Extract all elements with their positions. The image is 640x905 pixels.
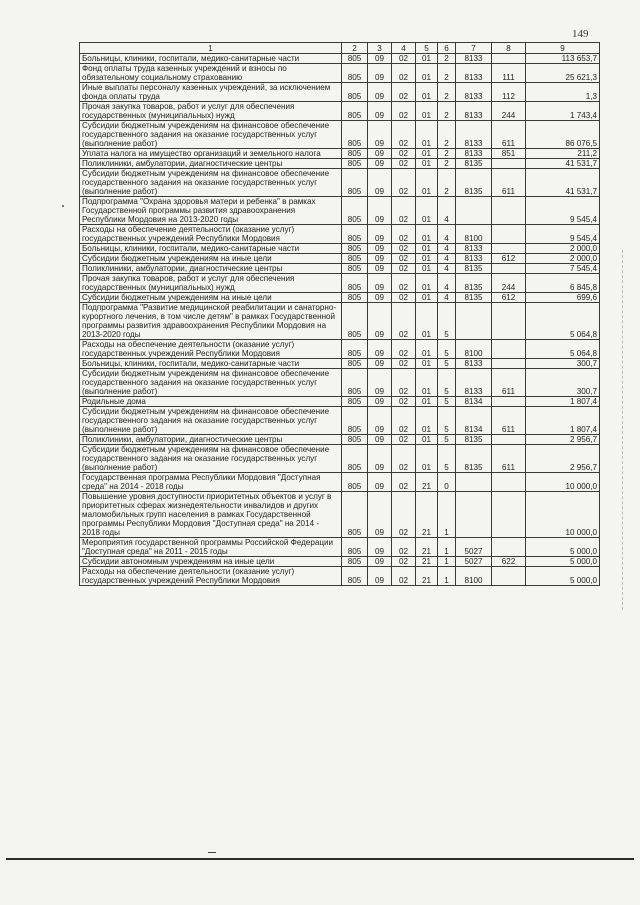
expense-item-code (456, 197, 492, 225)
subprogram-code: 2 (438, 54, 456, 64)
subsection-code: 02 (392, 445, 416, 473)
expense-item-code (456, 473, 492, 492)
column-header-6: 6 (438, 43, 456, 54)
section-code: 09 (368, 274, 392, 293)
section-code: 09 (368, 567, 392, 586)
table-row (80, 293, 600, 303)
row-name: Подпрограмма "Развитие медицинской реабилитации и санаторно-курортного лечения, в том числе детям" в рамках Государственной программы развития здравоохранения Республики Мордовия на 2013-2020 годы (80, 303, 342, 340)
column-header-3: 3 (368, 43, 392, 54)
ministry-code: 805 (342, 83, 368, 102)
subprogram-code: 1 (438, 492, 456, 538)
row-name: Фонд оплаты труда казенных учреждений и взносы по обязательному социальному страхованию (80, 64, 342, 83)
subsection-code: 02 (392, 102, 416, 121)
subsection-code: 02 (392, 169, 416, 197)
ministry-code: 805 (342, 149, 368, 159)
table-row (80, 64, 600, 83)
expense-item-code: 8135 (456, 435, 492, 445)
row-amount: 5 064,8 (526, 303, 600, 340)
section-code: 09 (368, 197, 392, 225)
ministry-code: 805 (342, 359, 368, 369)
row-amount: 7 545,4 (526, 264, 600, 274)
table-row (80, 197, 600, 225)
ministry-code: 805 (342, 254, 368, 264)
expense-item-code: 8134 (456, 397, 492, 407)
subprogram-code: 2 (438, 102, 456, 121)
section-code: 09 (368, 54, 392, 64)
table-body (80, 54, 600, 586)
table-row (80, 340, 600, 359)
row-name: Расходы на обеспечение деятельности (оказание услуг) государственных учреждений Республики Мордовия (80, 225, 342, 244)
expense-item-code: 8133 (456, 244, 492, 254)
expense-item-code: 8133 (456, 359, 492, 369)
section-code: 09 (368, 445, 392, 473)
subsection-code: 02 (392, 359, 416, 369)
table-row (80, 557, 600, 567)
expense-item-code: 5027 (456, 538, 492, 557)
table-row (80, 445, 600, 473)
row-amount: 113 653,7 (526, 54, 600, 64)
subsection-code: 02 (392, 435, 416, 445)
row-amount: 1 807,4 (526, 407, 600, 435)
expense-type-code: 611 (492, 369, 526, 397)
row-amount: 9 545,4 (526, 225, 600, 244)
ministry-code: 805 (342, 102, 368, 121)
table-row (80, 159, 600, 169)
ministry-code: 805 (342, 445, 368, 473)
program-code: 01 (416, 169, 438, 197)
expense-type-code (492, 54, 526, 64)
section-code: 09 (368, 244, 392, 254)
program-code: 01 (416, 293, 438, 303)
table-row (80, 169, 600, 197)
expense-type-code: 851 (492, 149, 526, 159)
row-amount: 2 956,7 (526, 435, 600, 445)
expense-type-code (492, 538, 526, 557)
ministry-code: 805 (342, 407, 368, 435)
row-amount: 41 531,7 (526, 169, 600, 197)
section-code: 09 (368, 264, 392, 274)
table-row (80, 225, 600, 244)
row-amount: 2 000,0 (526, 244, 600, 254)
table-row (80, 473, 600, 492)
ministry-code: 805 (342, 557, 368, 567)
expense-item-code: 8100 (456, 225, 492, 244)
table-row (80, 407, 600, 435)
section-code: 09 (368, 83, 392, 102)
table-row (80, 149, 600, 159)
subprogram-code: 1 (438, 567, 456, 586)
table-row (80, 492, 600, 538)
column-header-9: 9 (526, 43, 600, 54)
header-row (80, 43, 600, 54)
row-amount: 300,7 (526, 359, 600, 369)
row-name: Субсидии бюджетным учреждениям на финансовое обеспечение государственного задания на оказание государственных услуг (выполнение работ) (80, 445, 342, 473)
section-code: 09 (368, 492, 392, 538)
program-code: 21 (416, 557, 438, 567)
row-amount: 5 000,0 (526, 557, 600, 567)
expense-type-code (492, 359, 526, 369)
ministry-code: 805 (342, 244, 368, 254)
row-amount: 5 064,8 (526, 340, 600, 359)
subprogram-code: 4 (438, 244, 456, 254)
program-code: 01 (416, 197, 438, 225)
expense-item-code: 8135 (456, 293, 492, 303)
section-code: 09 (368, 293, 392, 303)
ministry-code: 805 (342, 538, 368, 557)
row-amount: 211,2 (526, 149, 600, 159)
expense-item-code: 8100 (456, 340, 492, 359)
expense-item-code: 8135 (456, 264, 492, 274)
ministry-code: 805 (342, 435, 368, 445)
table-row (80, 397, 600, 407)
subprogram-code: 4 (438, 225, 456, 244)
row-name: Государственная программа Республики Мордовия "Доступная среда" на 2014 - 2018 годы (80, 473, 342, 492)
row-name: Больницы, клиники, госпитали, медико-санитарные части (80, 244, 342, 254)
subprogram-code: 4 (438, 264, 456, 274)
expense-type-code: 112 (492, 83, 526, 102)
subsection-code: 02 (392, 225, 416, 244)
row-amount: 5 000,0 (526, 567, 600, 586)
section-code: 09 (368, 102, 392, 121)
row-name: Больницы, клиники, госпитали, медико-санитарные части (80, 54, 342, 64)
ministry-code: 805 (342, 567, 368, 586)
row-name: Поликлиники, амбулатории, диагностические центры (80, 264, 342, 274)
table-row (80, 274, 600, 293)
row-name: Больницы, клиники, госпитали, медико-санитарные части (80, 359, 342, 369)
table-row (80, 369, 600, 397)
subprogram-code: 5 (438, 445, 456, 473)
section-code: 09 (368, 303, 392, 340)
subsection-code: 02 (392, 54, 416, 64)
subprogram-code: 5 (438, 435, 456, 445)
program-code: 01 (416, 264, 438, 274)
subprogram-code: 2 (438, 149, 456, 159)
expense-item-code: 8133 (456, 149, 492, 159)
section-code: 09 (368, 340, 392, 359)
row-amount: 1,3 (526, 83, 600, 102)
program-code: 01 (416, 102, 438, 121)
ministry-code: 805 (342, 121, 368, 149)
expense-type-code: 611 (492, 445, 526, 473)
row-amount: 10 000,0 (526, 492, 600, 538)
subsection-code: 02 (392, 293, 416, 303)
expense-type-code: 244 (492, 102, 526, 121)
expense-type-code: 111 (492, 64, 526, 83)
subsection-code: 02 (392, 538, 416, 557)
section-code: 09 (368, 557, 392, 567)
ministry-code: 805 (342, 64, 368, 83)
column-header-1: 1 (80, 43, 342, 54)
program-code: 21 (416, 492, 438, 538)
expense-item-code (456, 303, 492, 340)
expense-item-code: 8133 (456, 64, 492, 83)
program-code: 01 (416, 121, 438, 149)
expense-item-code: 8133 (456, 54, 492, 64)
column-header-7: 7 (456, 43, 492, 54)
program-code: 01 (416, 303, 438, 340)
ministry-code: 805 (342, 397, 368, 407)
row-name: Субсидии автономным учреждениям на иные цели (80, 557, 342, 567)
program-code: 01 (416, 407, 438, 435)
subsection-code: 02 (392, 567, 416, 586)
footer-dash (208, 852, 216, 853)
subsection-code: 02 (392, 303, 416, 340)
expense-item-code: 8135 (456, 274, 492, 293)
subsection-code: 02 (392, 64, 416, 83)
subprogram-code: 2 (438, 169, 456, 197)
expense-type-code (492, 435, 526, 445)
expense-type-code (492, 225, 526, 244)
subprogram-code: 5 (438, 340, 456, 359)
program-code: 01 (416, 54, 438, 64)
expense-type-code: 611 (492, 169, 526, 197)
subsection-code: 02 (392, 492, 416, 538)
program-code: 01 (416, 159, 438, 169)
column-header-5: 5 (416, 43, 438, 54)
row-name: Субсидии бюджетным учреждениям на финансовое обеспечение государственного задания на оказание государственных услуг (выполнение работ) (80, 407, 342, 435)
ministry-code: 805 (342, 492, 368, 538)
expense-type-code (492, 567, 526, 586)
row-name: Поликлиники, амбулатории, диагностические центры (80, 159, 342, 169)
subprogram-code: 2 (438, 121, 456, 149)
ministry-code: 805 (342, 225, 368, 244)
row-name: Прочая закупка товаров, работ и услуг для обеспечения государственных (муниципальных) нужд (80, 102, 342, 121)
row-name: Повышение уровня доступности приоритетных объектов и услуг в приоритетных сферах жизнедеятельности инвалидов и других маломобильных групп населения в рамках Государственной программы Республики Мордовия "Доступная среда" на 2014 - 2018 годы (80, 492, 342, 538)
expense-item-code: 5027 (456, 557, 492, 567)
program-code: 01 (416, 254, 438, 264)
expense-item-code (456, 492, 492, 538)
table-row (80, 567, 600, 586)
subsection-code: 02 (392, 340, 416, 359)
expense-item-code: 8133 (456, 102, 492, 121)
section-code: 09 (368, 169, 392, 197)
program-code: 21 (416, 473, 438, 492)
expense-type-code: 244 (492, 274, 526, 293)
section-code: 09 (368, 397, 392, 407)
program-code: 01 (416, 397, 438, 407)
table-row (80, 121, 600, 149)
expense-type-code (492, 397, 526, 407)
subprogram-code: 1 (438, 538, 456, 557)
subsection-code: 02 (392, 83, 416, 102)
subsection-code: 02 (392, 159, 416, 169)
row-name: Субсидии бюджетным учреждениям на иные цели (80, 254, 342, 264)
ministry-code: 805 (342, 274, 368, 293)
subprogram-code: 4 (438, 274, 456, 293)
subprogram-code: 2 (438, 83, 456, 102)
column-header-2: 2 (342, 43, 368, 54)
row-name: Иные выплаты персоналу казенных учреждений, за исключением фонда оплаты труда (80, 83, 342, 102)
section-code: 09 (368, 64, 392, 83)
column-header-8: 8 (492, 43, 526, 54)
table-row (80, 254, 600, 264)
row-amount: 6 845,8 (526, 274, 600, 293)
section-code: 09 (368, 369, 392, 397)
subsection-code: 02 (392, 254, 416, 264)
program-code: 01 (416, 359, 438, 369)
subsection-code: 02 (392, 274, 416, 293)
table-row (80, 435, 600, 445)
row-name: Родильные дома (80, 397, 342, 407)
section-code: 09 (368, 254, 392, 264)
subsection-code: 02 (392, 397, 416, 407)
table-row (80, 538, 600, 557)
row-amount: 41 531,7 (526, 159, 600, 169)
program-code: 01 (416, 369, 438, 397)
expense-type-code: 612 (492, 254, 526, 264)
row-amount: 9 545,4 (526, 197, 600, 225)
row-amount: 10 000,0 (526, 473, 600, 492)
expense-type-code: 611 (492, 121, 526, 149)
page-edge-mark (622, 250, 624, 610)
subprogram-code: 5 (438, 407, 456, 435)
expense-type-code (492, 473, 526, 492)
expense-item-code: 8135 (456, 159, 492, 169)
ministry-code: 805 (342, 369, 368, 397)
subsection-code: 02 (392, 369, 416, 397)
footer-rule (6, 858, 634, 860)
subprogram-code: 5 (438, 397, 456, 407)
ministry-code: 805 (342, 473, 368, 492)
row-name: Субсидии бюджетным учреждениям на финансовое обеспечение государственного задания на оказание государственных услуг (выполнение работ) (80, 169, 342, 197)
program-code: 01 (416, 225, 438, 244)
row-amount: 25 621,3 (526, 64, 600, 83)
scan-dot-mark (62, 205, 64, 207)
table-row (80, 264, 600, 274)
row-name: Субсидии бюджетным учреждениям на финансовое обеспечение государственного задания на оказание государственных услуг (выполнение работ) (80, 369, 342, 397)
row-amount: 5 000,0 (526, 538, 600, 557)
column-header-4: 4 (392, 43, 416, 54)
program-code: 01 (416, 445, 438, 473)
budget-table (79, 42, 600, 586)
section-code: 09 (368, 473, 392, 492)
expense-item-code: 8100 (456, 567, 492, 586)
expense-item-code: 8133 (456, 83, 492, 102)
expense-type-code (492, 340, 526, 359)
subsection-code: 02 (392, 473, 416, 492)
row-name: Мероприятия государственной программы Российской Федерации "Доступная среда" на 2011 - 2015 годы (80, 538, 342, 557)
row-name: Уплата налога на имущество организаций и земельного налога (80, 149, 342, 159)
subprogram-code: 5 (438, 359, 456, 369)
program-code: 01 (416, 274, 438, 293)
section-code: 09 (368, 159, 392, 169)
row-name: Субсидии бюджетным учреждениям на финансовое обеспечение государственного задания на оказание государственных услуг (выполнение работ) (80, 121, 342, 149)
section-code: 09 (368, 538, 392, 557)
subsection-code: 02 (392, 264, 416, 274)
ministry-code: 805 (342, 159, 368, 169)
expense-item-code: 8133 (456, 254, 492, 264)
program-code: 01 (416, 149, 438, 159)
row-amount: 699,6 (526, 293, 600, 303)
ministry-code: 805 (342, 54, 368, 64)
program-code: 01 (416, 340, 438, 359)
table-row (80, 244, 600, 254)
ministry-code: 805 (342, 169, 368, 197)
program-code: 01 (416, 83, 438, 102)
row-amount: 86 076,5 (526, 121, 600, 149)
row-name: Поликлиники, амбулатории, диагностические центры (80, 435, 342, 445)
expense-item-code: 8133 (456, 121, 492, 149)
page-number: 149 (572, 28, 589, 40)
section-code: 09 (368, 407, 392, 435)
expense-type-code (492, 159, 526, 169)
ministry-code: 805 (342, 340, 368, 359)
program-code: 01 (416, 435, 438, 445)
subprogram-code: 4 (438, 254, 456, 264)
section-code: 09 (368, 121, 392, 149)
row-name: Подпрограмма "Охрана здоровья матери и ребенка" в рамках Государственной программы развития здравоохранения Республики Мордовия на 2013-2020 годы (80, 197, 342, 225)
subprogram-code: 1 (438, 557, 456, 567)
expense-type-code (492, 492, 526, 538)
subprogram-code: 0 (438, 473, 456, 492)
program-code: 21 (416, 567, 438, 586)
row-amount: 1 743,4 (526, 102, 600, 121)
table-row (80, 102, 600, 121)
subprogram-code: 2 (438, 159, 456, 169)
ministry-code: 805 (342, 303, 368, 340)
subsection-code: 02 (392, 197, 416, 225)
expense-type-code (492, 244, 526, 254)
program-code: 01 (416, 64, 438, 83)
section-code: 09 (368, 435, 392, 445)
row-name: Прочая закупка товаров, работ и услуг для обеспечения государственных (муниципальных) нужд (80, 274, 342, 293)
expense-item-code: 8134 (456, 407, 492, 435)
section-code: 09 (368, 225, 392, 244)
subsection-code: 02 (392, 121, 416, 149)
ministry-code: 805 (342, 264, 368, 274)
row-name: Расходы на обеспечение деятельности (оказание услуг) государственных учреждений Республики Мордовия (80, 340, 342, 359)
table-row (80, 303, 600, 340)
section-code: 09 (368, 359, 392, 369)
subprogram-code: 4 (438, 293, 456, 303)
subsection-code: 02 (392, 244, 416, 254)
program-code: 21 (416, 538, 438, 557)
row-amount: 2 956,7 (526, 445, 600, 473)
row-name: Расходы на обеспечение деятельности (оказание услуг) государственных учреждений Республики Мордовия (80, 567, 342, 586)
ministry-code: 805 (342, 197, 368, 225)
expense-item-code: 8135 (456, 169, 492, 197)
table-row (80, 83, 600, 102)
expense-type-code: 622 (492, 557, 526, 567)
expense-type-code (492, 197, 526, 225)
expense-type-code (492, 264, 526, 274)
subsection-code: 02 (392, 557, 416, 567)
row-amount: 2 000,0 (526, 254, 600, 264)
subsection-code: 02 (392, 149, 416, 159)
section-code: 09 (368, 149, 392, 159)
row-name: Субсидии бюджетным учреждениям на иные цели (80, 293, 342, 303)
row-amount: 1 807,4 (526, 397, 600, 407)
expense-item-code: 8135 (456, 445, 492, 473)
subsection-code: 02 (392, 407, 416, 435)
expense-type-code (492, 303, 526, 340)
subprogram-code: 2 (438, 64, 456, 83)
table-row (80, 359, 600, 369)
row-amount: 300,7 (526, 369, 600, 397)
expense-item-code: 8133 (456, 369, 492, 397)
expense-type-code: 612 (492, 293, 526, 303)
program-code: 01 (416, 244, 438, 254)
ministry-code: 805 (342, 293, 368, 303)
subprogram-code: 4 (438, 197, 456, 225)
table-row (80, 54, 600, 64)
subprogram-code: 5 (438, 369, 456, 397)
expense-type-code: 611 (492, 407, 526, 435)
subprogram-code: 5 (438, 303, 456, 340)
